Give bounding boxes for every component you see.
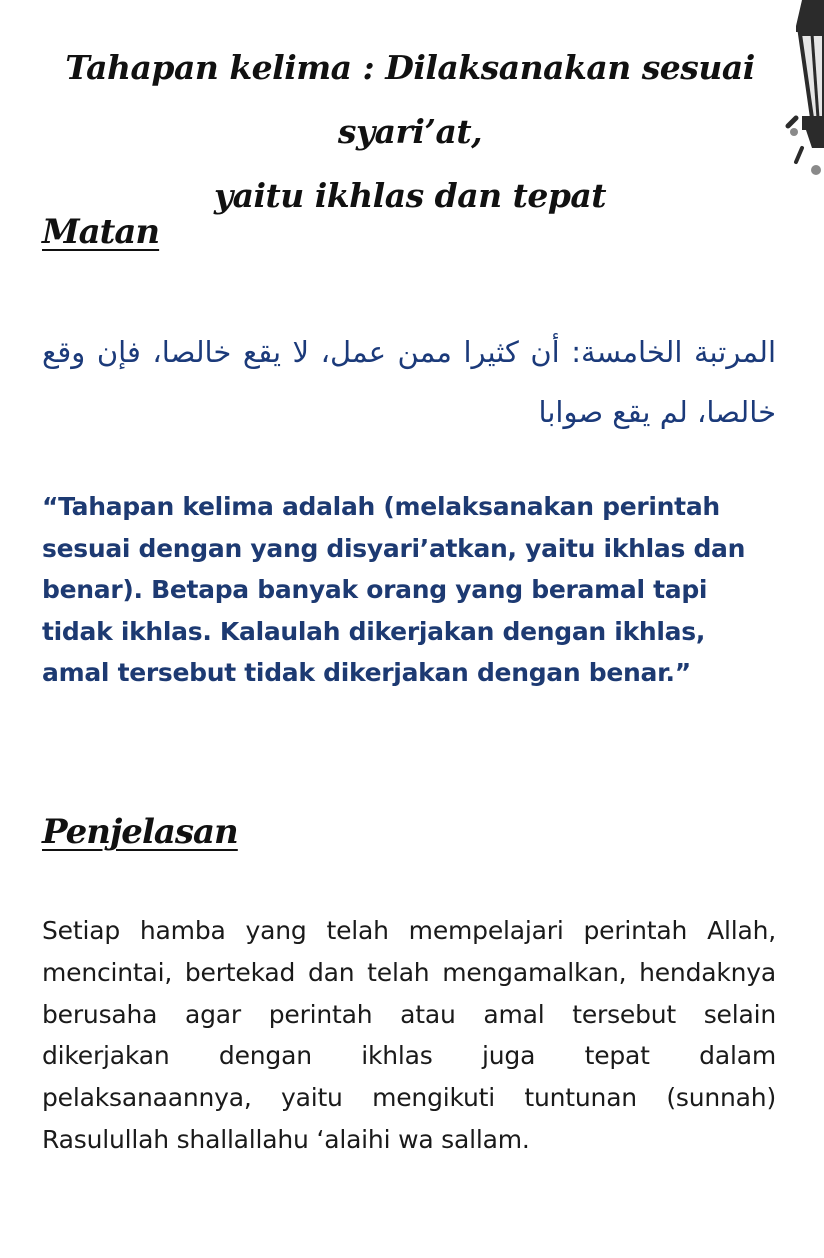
translation-text: “Tahapan kelima adalah (melaksanakan perintah sesuai dengan yang disyari’atkan, yaitu ikhlas dan benar). Betapa banyak orang yang beramal tapi tidak ikhlas. Kalaulah dikerjakan dengan ikhlas, amal tersebut tidak dikerjakan dengan benar.”: [42, 492, 746, 687]
page-title-line-2: yaitu ikhlas dan tepat: [213, 176, 607, 215]
page-title: [40, 36, 780, 228]
page-title-line-1: Tahapan kelima : Dilaksanakan sesuai syari’at,: [65, 48, 755, 151]
explanation-paragraph: Setiap hamba yang telah mempelajari perintah Allah, mencintai, bertekad dan telah mengamalkan, hendaknya berusaha agar perintah atau amal tersebut selain dikerjakan dengan ikhlas juga tepat dalam pelaksanaannya, yaitu mengikuti tuntunan (sunnah) Rasulullah shallallahu ‘alaihi wa sallam.: [42, 916, 776, 1154]
arabic-text: المرتبة الخامسة: أن كثيرا ممن عمل، لا يقع خالصا، فإن وقع خالصا، لم يقع صوابا: [42, 335, 776, 429]
matan-heading: Matan: [42, 212, 160, 252]
penjelasan-heading: Penjelasan: [42, 812, 238, 852]
